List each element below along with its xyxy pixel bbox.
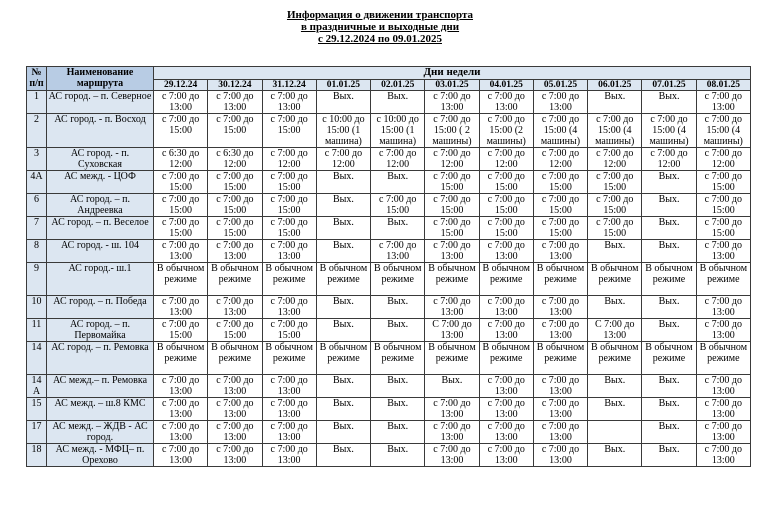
title-line-1: Информация о движении транспорта: [286, 9, 474, 21]
route-name: АС межд. - ЦОФ: [47, 171, 154, 194]
route-name: АС город. – п. Победа: [47, 296, 154, 319]
schedule-cell: Вых.: [642, 421, 696, 444]
schedule-cell: В обычном режиме: [588, 263, 642, 296]
schedule-cell: Вых.: [588, 240, 642, 263]
table-row: [27, 217, 751, 240]
schedule-cell: Вых.: [642, 217, 696, 240]
schedule-cell: Вых.: [316, 319, 370, 342]
table-body: [27, 91, 751, 467]
schedule-cell: с 7:00 до 13:00: [262, 444, 316, 467]
table-row: [27, 296, 751, 319]
route-number: 8: [27, 240, 47, 263]
schedule-cell: с 7:00 до 13:00: [154, 444, 208, 467]
schedule-cell: с 7:00 до 15:00: [696, 217, 750, 240]
route-name: АС город. – п. Первомайка: [47, 319, 154, 342]
route-number: 17: [27, 421, 47, 444]
schedule-cell: с 7:00 до 13:00: [533, 375, 587, 398]
schedule-cell: с 7:00 до 12:00: [533, 148, 587, 171]
schedule-cell: с 7:00 до 15:00 (4 машины): [533, 114, 587, 148]
schedule-cell: В обычном режиме: [154, 263, 208, 296]
schedule-cell: с 7:00 до 13:00: [262, 296, 316, 319]
schedule-cell: В обычном режиме: [316, 342, 370, 375]
schedule-cell: с 7:00 до 13:00: [425, 444, 479, 467]
schedule-cell: В обычном режиме: [533, 342, 587, 375]
route-number: 3: [27, 148, 47, 171]
title-line-3: с 29.12.2024 по 09.01.2025: [318, 33, 442, 45]
schedule-cell: с 7:00 до 15:00 (4 машины): [588, 114, 642, 148]
schedule-cell: Вых.: [642, 296, 696, 319]
schedule-cell: с 7:00 до 15:00: [154, 194, 208, 217]
schedule-cell: с 7:00 до 13:00: [425, 91, 479, 114]
schedule-cell: с 7:00 до 15:00: [588, 194, 642, 217]
schedule-cell: В обычном режиме: [533, 263, 587, 296]
schedule-cell: В обычном режиме: [588, 342, 642, 375]
schedule-cell: Вых.: [316, 194, 370, 217]
schedule-cell: [588, 421, 642, 444]
schedule-cell: с 7:00 до 15:00: [154, 319, 208, 342]
route-name: АС город. - п. Суховская: [47, 148, 154, 171]
table-row: [27, 171, 751, 194]
schedule-cell: Вых.: [316, 91, 370, 114]
schedule-cell: с 7:00 до 13:00: [479, 444, 533, 467]
schedule-cell: с 7:00 до 12:00: [371, 148, 425, 171]
schedule-cell: Вых.: [371, 444, 425, 467]
schedule-cell: с 7:00 до 13:00: [425, 421, 479, 444]
table-row: [27, 398, 751, 421]
table-row: [27, 342, 751, 375]
schedule-cell: с 7:00 до 13:00: [262, 398, 316, 421]
schedule-cell: с 7:00 до 15:00: [479, 194, 533, 217]
schedule-cell: Вых.: [642, 444, 696, 467]
route-name: АС город. – п. Андреевка: [47, 194, 154, 217]
schedule-cell: с 7:00 до 13:00: [154, 375, 208, 398]
table-row: [27, 148, 751, 171]
schedule-cell: Вых.: [371, 375, 425, 398]
schedule-cell: с 7:00 до 13:00: [533, 444, 587, 467]
schedule-cell: с 7:00 до 12:00: [479, 148, 533, 171]
schedule-cell: с 7:00 до 13:00: [154, 421, 208, 444]
schedule-cell: с 7:00 до 13:00: [696, 319, 750, 342]
table-row: [27, 91, 751, 114]
schedule-cell: Вых.: [371, 421, 425, 444]
route-number: 18: [27, 444, 47, 467]
schedule-cell: с 7:00 до 12:00: [425, 148, 479, 171]
route-number: 14 А: [27, 375, 47, 398]
schedule-cell: с 7:00 до 13:00: [696, 240, 750, 263]
page-title: [0, 9, 760, 45]
route-number: 2: [27, 114, 47, 148]
schedule-cell: В обычном режиме: [371, 342, 425, 375]
schedule-cell: с 7:00 до 13:00: [533, 319, 587, 342]
schedule-cell: В обычном режиме: [316, 263, 370, 296]
schedule-cell: с 7:00 до 13:00: [208, 444, 262, 467]
schedule-cell: Вых.: [425, 375, 479, 398]
table-row: [27, 421, 751, 444]
schedule-cell: В обычном режиме: [696, 342, 750, 375]
schedule-cell: с 7:00 до 13:00: [425, 240, 479, 263]
header-date: 30.12.24: [208, 80, 262, 91]
header-date: 01.01.25: [316, 80, 370, 91]
schedule-cell: с 7:00 до 15:00: [262, 114, 316, 148]
schedule-cell: с 7:00 до 15:00: [425, 194, 479, 217]
schedule-cell: с 7:00 до 15:00: [425, 171, 479, 194]
schedule-cell: с 7:00 до 15:00 (4 машины): [696, 114, 750, 148]
schedule-cell: Вых.: [316, 375, 370, 398]
route-number: 7: [27, 217, 47, 240]
schedule-cell: с 7:00 до 15:00: [533, 171, 587, 194]
schedule-cell: Вых.: [588, 91, 642, 114]
header-number: № п/п: [27, 67, 47, 91]
schedule-cell: с 7:00 до 13:00: [425, 398, 479, 421]
schedule-cell: Вых.: [316, 444, 370, 467]
header-date: 04.01.25: [479, 80, 533, 91]
schedule-cell: В обычном режиме: [479, 342, 533, 375]
schedule-cell: Вых.: [642, 240, 696, 263]
schedule-cell: с 7:00 до 15:00: [696, 194, 750, 217]
schedule-cell: с 7:00 до 12:00: [262, 148, 316, 171]
table-row: [27, 444, 751, 467]
schedule-cell: с 7:00 до 13:00: [208, 421, 262, 444]
schedule-cell: Вых.: [316, 398, 370, 421]
schedule-cell: с 7:00 до 15:00 (4 машины): [642, 114, 696, 148]
schedule-cell: с 7:00 до 13:00: [262, 91, 316, 114]
header-date: 02.01.25: [371, 80, 425, 91]
schedule-cell: В обычном режиме: [425, 263, 479, 296]
schedule-cell: Вых.: [316, 421, 370, 444]
schedule-cell: В обычном режиме: [154, 342, 208, 375]
schedule-cell: В обычном режиме: [208, 342, 262, 375]
schedule-cell: с 7:00 до 13:00: [154, 91, 208, 114]
schedule-cell: В обычном режиме: [696, 263, 750, 296]
header-date: 08.01.25: [696, 80, 750, 91]
header-date: 05.01.25: [533, 80, 587, 91]
schedule-cell: с 7:00 до 15:00: [154, 217, 208, 240]
route-name: АС город. - п. Восход: [47, 114, 154, 148]
header-date: 31.12.24: [262, 80, 316, 91]
schedule-cell: В обычном режиме: [425, 342, 479, 375]
schedule-cell: Вых.: [371, 171, 425, 194]
schedule-cell: Вых.: [588, 398, 642, 421]
schedule-cell: Вых.: [588, 296, 642, 319]
schedule-cell: с 7:00 до 13:00: [479, 398, 533, 421]
schedule-cell: с 7:00 до 13:00: [696, 421, 750, 444]
header-route-name: Наименование маршрута: [47, 67, 154, 91]
schedule-cell: с 7:00 до 13:00: [696, 296, 750, 319]
table-row: [27, 194, 751, 217]
schedule-cell: Вых.: [642, 91, 696, 114]
schedule-cell: Вых.: [642, 398, 696, 421]
schedule-cell: с 7:00 до 13:00: [262, 421, 316, 444]
schedule-cell: с 7:00 до 13:00: [154, 240, 208, 263]
schedule-cell: Вых.: [642, 171, 696, 194]
route-number: 4А: [27, 171, 47, 194]
schedule-cell: с 7:00 до 15:00 (2 машины): [479, 114, 533, 148]
schedule-cell: с 7:00 до 13:00: [696, 91, 750, 114]
schedule-cell: с 7:00 до 15:00: [154, 171, 208, 194]
schedule-cell: с 7:00 до 13:00: [533, 421, 587, 444]
schedule-cell: с 7:00 до 15:00: [262, 319, 316, 342]
route-name: АС город. – п. Северное: [47, 91, 154, 114]
schedule-cell: с 7:00 до 13:00: [696, 398, 750, 421]
schedule-cell: с 7:00 до 13:00: [696, 375, 750, 398]
route-name: АС город. – п. Веселое: [47, 217, 154, 240]
schedule-cell: с 7:00 до 13:00: [479, 375, 533, 398]
route-name: АС межд. – ЖДВ - АС город.: [47, 421, 154, 444]
schedule-cell: с 7:00 до 13:00: [208, 375, 262, 398]
header-date: 03.01.25: [425, 80, 479, 91]
schedule-cell: В обычном режиме: [642, 263, 696, 296]
schedule-cell: с 7:00 до 15:00: [262, 194, 316, 217]
route-number: 14: [27, 342, 47, 375]
schedule-cell: с 7:00 до 15:00: [208, 171, 262, 194]
schedule-cell: с 7:00 до 15:00: [479, 217, 533, 240]
schedule-cell: с 7:00 до 12:00: [642, 148, 696, 171]
schedule-cell: с 7:00 до 15:00: [533, 194, 587, 217]
schedule-cell: с 7:00 до 15:00: [371, 194, 425, 217]
schedule-cell: с 7:00 до 15:00: [262, 217, 316, 240]
schedule-cell: В обычном режиме: [479, 263, 533, 296]
schedule-cell: с 7:00 до 13:00: [479, 421, 533, 444]
schedule-cell: с 7:00 до 13:00: [479, 296, 533, 319]
schedule-cell: с 7:00 до 15:00: [208, 114, 262, 148]
header-date: 29.12.24: [154, 80, 208, 91]
schedule-cell: Вых.: [371, 296, 425, 319]
schedule-cell: с 7:00 до 15:00: [533, 217, 587, 240]
schedule-cell: Вых.: [316, 171, 370, 194]
schedule-cell: с 7:00 до 12:00: [696, 148, 750, 171]
route-number: 6: [27, 194, 47, 217]
schedule-cell: с 7:00 до 15:00: [262, 171, 316, 194]
route-name: АС город. - ш. 104: [47, 240, 154, 263]
route-name: АС межд. - МФЦ– п. Орехово: [47, 444, 154, 467]
schedule-cell: Вых.: [371, 217, 425, 240]
schedule-cell: Вых.: [371, 319, 425, 342]
schedule-cell: с 7:00 до 15:00: [696, 171, 750, 194]
schedule-cell: с 7:00 до 13:00: [262, 240, 316, 263]
schedule-cell: с 7:00 до 15:00: [208, 319, 262, 342]
header-date: 07.01.25: [642, 80, 696, 91]
route-number: 9: [27, 263, 47, 296]
schedule-cell: с 7:00 до 13:00: [208, 296, 262, 319]
schedule-cell: Вых.: [316, 296, 370, 319]
route-name: АС межд. – ш.8 КМС: [47, 398, 154, 421]
header-days-of-week: Дни недели: [154, 67, 751, 80]
schedule-cell: Вых.: [588, 375, 642, 398]
schedule-cell: Вых.: [642, 194, 696, 217]
schedule-cell: с 7:00 до 15:00: [425, 217, 479, 240]
route-name: АС межд.– п. Ремовка: [47, 375, 154, 398]
table-row: [27, 240, 751, 263]
schedule-cell: с 7:00 до 13:00: [533, 398, 587, 421]
schedule-cell: Вых.: [371, 91, 425, 114]
schedule-cell: с 7:00 до 13:00: [479, 240, 533, 263]
table-row: [27, 319, 751, 342]
schedule-cell: с 7:00 до 15:00: [208, 194, 262, 217]
schedule-cell: с 7:00 до 13:00: [208, 398, 262, 421]
schedule-cell: с 7:00 до 12:00: [316, 148, 370, 171]
schedule-cell: с 10:00 до 15:00 (1 машина): [316, 114, 370, 148]
title-line-2: в праздничные и выходные дни: [300, 21, 460, 33]
schedule-cell: с 7:00 до 13:00: [154, 398, 208, 421]
schedule-cell: с 7:00 до 15:00: [479, 171, 533, 194]
table-row: [27, 114, 751, 148]
schedule-cell: с 7:00 до 15:00 ( 2 машины): [425, 114, 479, 148]
schedule-cell: с 7:00 до 13:00: [533, 296, 587, 319]
schedule-cell: с 7:00 до 15:00: [208, 217, 262, 240]
schedule-cell: В обычном режиме: [642, 342, 696, 375]
schedule-cell: с 7:00 до 13:00: [533, 240, 587, 263]
route-number: 11: [27, 319, 47, 342]
schedule-table: [26, 66, 751, 467]
schedule-cell: с 10:00 до 15:00 (1 машина): [371, 114, 425, 148]
table-row: [27, 263, 751, 296]
schedule-cell: С 7:00 до 13:00: [588, 319, 642, 342]
schedule-cell: В обычном режиме: [262, 342, 316, 375]
schedule-cell: Вых.: [316, 240, 370, 263]
schedule-cell: с 7:00 до 13:00: [696, 444, 750, 467]
schedule-cell: с 7:00 до 13:00: [425, 296, 479, 319]
schedule-cell: с 7:00 до 13:00: [154, 296, 208, 319]
schedule-cell: с 7:00 до 13:00: [533, 91, 587, 114]
schedule-cell: с 7:00 до 12:00: [588, 148, 642, 171]
route-number: 1: [27, 91, 47, 114]
schedule-cell: с 6:30 до 12:00: [154, 148, 208, 171]
schedule-cell: с 7:00 до 13:00: [479, 91, 533, 114]
schedule-cell: с 6:30 до 12:00: [208, 148, 262, 171]
route-name: АС город. – п. Ремовка: [47, 342, 154, 375]
route-number: 15: [27, 398, 47, 421]
schedule-cell: Вых.: [642, 319, 696, 342]
header-date: 06.01.25: [588, 80, 642, 91]
schedule-cell: В обычном режиме: [208, 263, 262, 296]
table-row: [27, 375, 751, 398]
schedule-cell: Вых.: [371, 398, 425, 421]
schedule-cell: с 7:00 до 15:00: [154, 114, 208, 148]
schedule-cell: с 7:00 до 13:00: [208, 240, 262, 263]
schedule-cell: В обычном режиме: [371, 263, 425, 296]
schedule-cell: Вых.: [316, 217, 370, 240]
schedule-cell: Вых.: [642, 375, 696, 398]
schedule-cell: с 7:00 до 13:00: [479, 319, 533, 342]
schedule-cell: с 7:00 до 15:00: [588, 217, 642, 240]
schedule-cell: В обычном режиме: [262, 263, 316, 296]
schedule-cell: с 7:00 до 13:00: [262, 375, 316, 398]
schedule-cell: с 7:00 до 15:00: [588, 171, 642, 194]
schedule-cell: с 7:00 до 13:00: [208, 91, 262, 114]
schedule-cell: С 7:00 до 13:00: [425, 319, 479, 342]
schedule-cell: Вых.: [588, 444, 642, 467]
route-number: 10: [27, 296, 47, 319]
schedule-cell: с 7:00 до 13:00: [371, 240, 425, 263]
route-name: АС город.- ш.1: [47, 263, 154, 296]
